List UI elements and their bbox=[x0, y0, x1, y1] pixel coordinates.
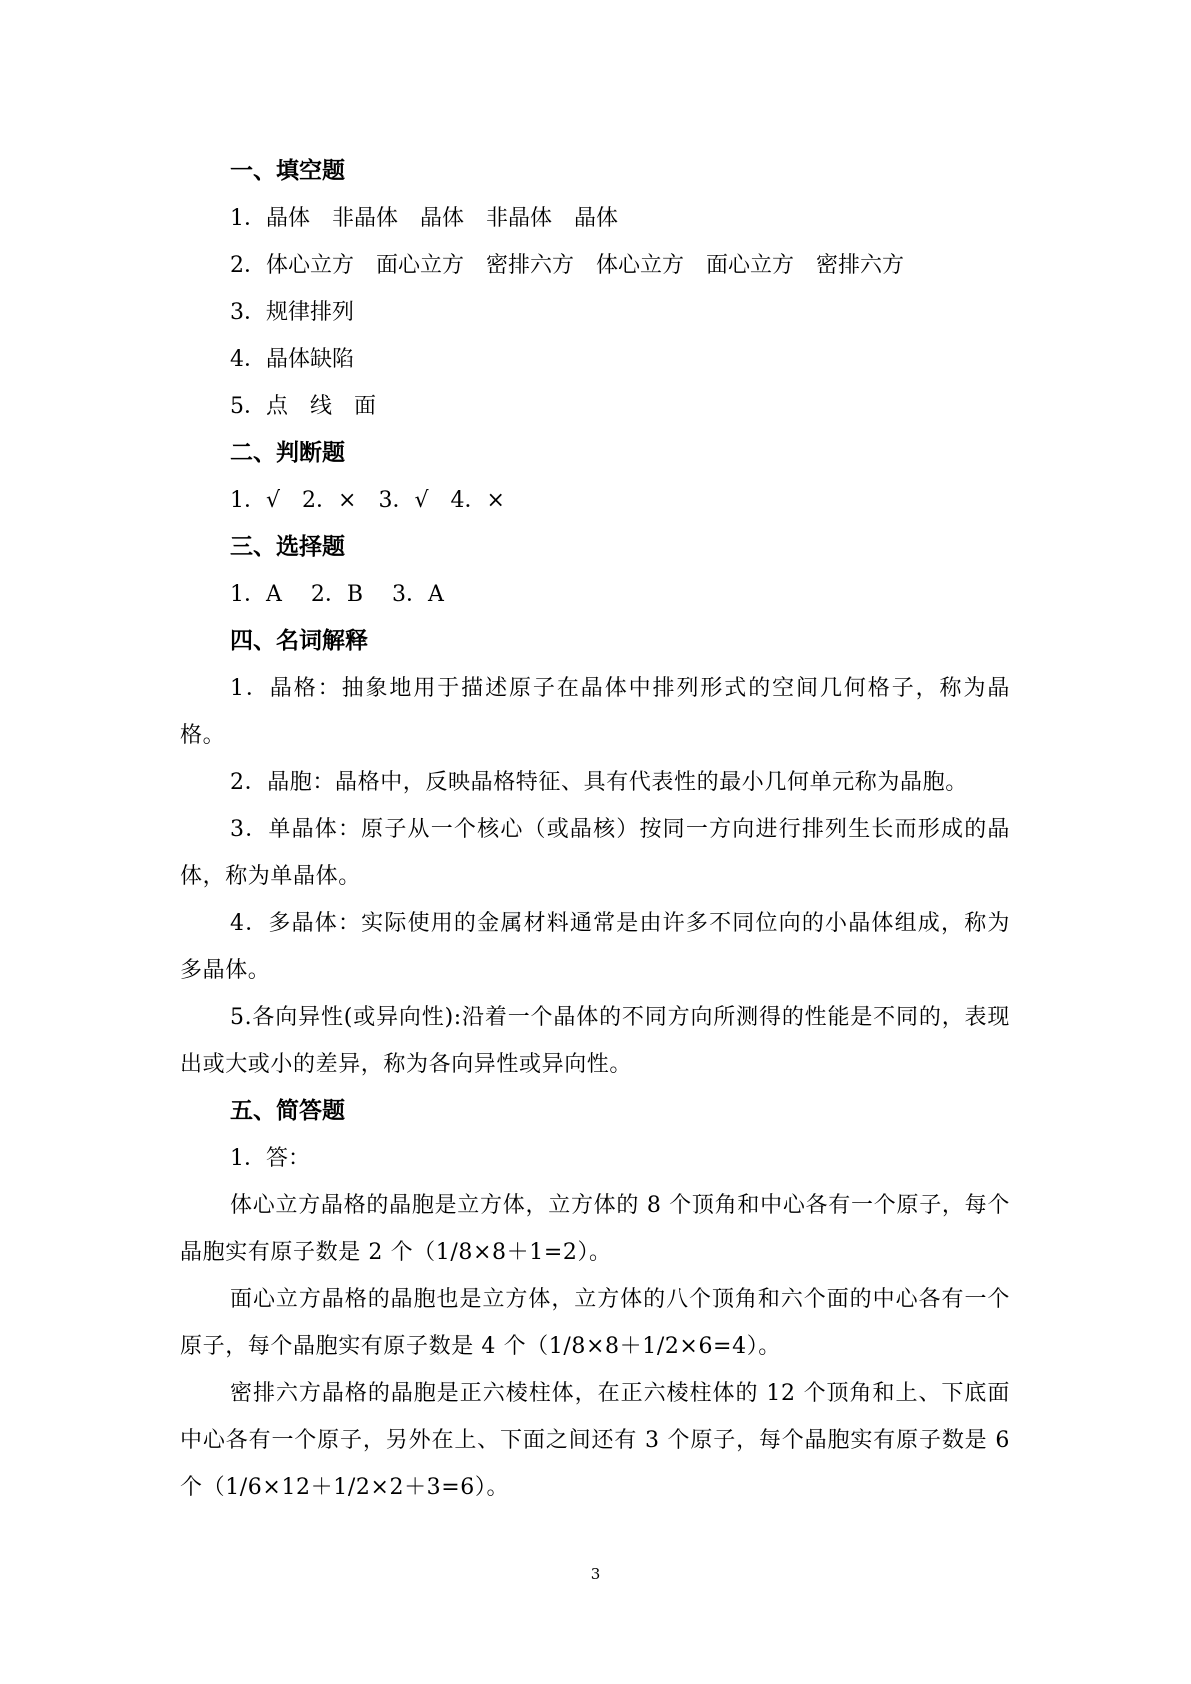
term-definition-4: 4．多晶体：实际使用的金属材料通常是由许多不同位向的小晶体组成，称为多晶体。 bbox=[180, 911, 1010, 983]
term-definition-5: 5.各向异性(或异向性):沿着一个晶体的不同方向所测得的性能是不同的，表现出或大或小的差异，称为各向异性或异向性。 bbox=[180, 1005, 1010, 1077]
term-definition-3: 3．单晶体：原子从一个核心（或晶核）按同一方向进行排列生长而形成的晶体，称为单晶体。 bbox=[180, 817, 1010, 889]
true-false-answers: 1．√ 2．× 3．√ 4．× bbox=[230, 488, 505, 513]
short-answer-paragraph-2: 面心立方晶格的晶胞也是立方体，立方体的八个顶角和六个面的中心各有一个原子，每个晶胞实有原子数是 4 个（1/8×8＋1/2×6=4）。 bbox=[180, 1287, 1010, 1359]
section-heading-fill-blank: 一、填空题 bbox=[230, 158, 345, 184]
short-answer-paragraph-1: 体心立方晶格的晶胞是立方体，立方体的 8 个顶角和中心各有一个原子，每个晶胞实有原子数是 2 个（1/8×8＋1=2）。 bbox=[180, 1193, 1010, 1265]
page-number: 3 bbox=[590, 1565, 601, 1583]
fill-blank-answer-2: 2．体心立方 面心立方 密排六方 体心立方 面心立方 密排六方 bbox=[230, 253, 904, 278]
fill-blank-answer-1: 1．晶体 非晶体 晶体 非晶体 晶体 bbox=[230, 206, 618, 231]
fill-blank-answer-4: 4．晶体缺陷 bbox=[230, 347, 354, 372]
section-heading-true-false: 二、判断题 bbox=[230, 440, 345, 466]
term-definition-2: 2．晶胞：晶格中，反映晶格特征、具有代表性的最小几何单元称为晶胞。 bbox=[230, 770, 968, 795]
term-definition-1: 1．晶格：抽象地用于描述原子在晶体中排列形式的空间几何格子，称为晶格。 bbox=[180, 676, 1010, 748]
short-answer-intro: 1．答： bbox=[230, 1146, 310, 1171]
section-heading-choice: 三、选择题 bbox=[230, 534, 345, 560]
page-content bbox=[180, 148, 1010, 1511]
fill-blank-answer-5: 5．点 线 面 bbox=[230, 394, 376, 419]
section-heading-short-answer: 五、简答题 bbox=[230, 1098, 345, 1124]
choice-answers: 1．A 2．B 3．A bbox=[230, 582, 444, 607]
section-heading-terms: 四、名词解释 bbox=[230, 628, 368, 654]
short-answer-paragraph-3: 密排六方晶格的晶胞是正六棱柱体，在正六棱柱体的 12 个顶角和上、下底面中心各有一个原子，另外在上、下面之间还有 3 个原子，每个晶胞实有原子数是 6 个（1/6×12＋1/2×2＋3=6）。 bbox=[180, 1381, 1010, 1500]
fill-blank-answer-3: 3．规律排列 bbox=[230, 300, 354, 325]
